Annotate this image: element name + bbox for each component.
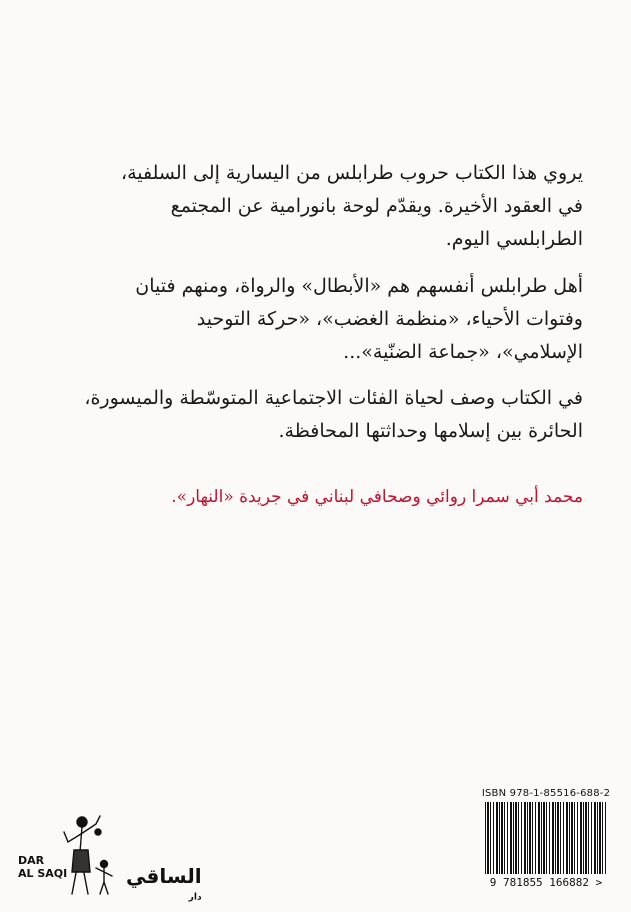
barcode-bars	[485, 802, 607, 874]
publisher-latin-name	[18, 854, 67, 880]
text-line: الإسلامي»، «جماعة الضنّية»...	[343, 341, 583, 363]
blurb-paragraph-1	[120, 157, 583, 256]
isbn-label: ISBN 978-1-85516-688-2	[481, 788, 611, 799]
text-line: وفتوات الأحياء، «منظمة الغضب»، «حركة التوحيد	[196, 308, 583, 330]
publisher-arabic-prefix: دار	[188, 892, 202, 903]
text-line: الحائرة بين إسلامها وحداثتها المحافظة.	[278, 420, 583, 442]
text-line: الطرابلسي اليوم.	[445, 228, 583, 250]
blurb-paragraph-2	[135, 270, 583, 369]
barcode-digits: 9 781855 166882 >	[489, 876, 603, 889]
publisher-arabic-word: الساقي	[126, 864, 202, 888]
author-bio	[153, 481, 583, 514]
publisher-logo	[18, 812, 202, 903]
publisher-arabic-name	[126, 864, 202, 912]
text-line: يروي هذا الكتاب حروب طرابلس من اليسارية إلى السلفية،	[120, 162, 583, 184]
text-line: محمد أبي سمرا روائي وصحافي لبناني في جريدة «النهار».	[171, 487, 583, 507]
text-line: أهل طرابلس أنفسهم هم «الأبطال» والرواة، ومنهم فتيان	[135, 275, 583, 297]
publisher-latin-line1: DAR	[18, 854, 45, 867]
text-line: في الكتاب وصف لحياة الفئات الاجتماعية المتوسّطة والميسورة،	[84, 387, 583, 409]
text-line: في العقود الأخيرة. ويقدّم لوحة بانورامية عن المجتمع	[170, 195, 583, 217]
publisher-latin-line2: AL SAQI	[18, 867, 68, 880]
isbn-barcode	[481, 788, 611, 893]
figures-illustration-icon	[62, 812, 118, 896]
blurb-paragraph-3	[84, 382, 583, 448]
